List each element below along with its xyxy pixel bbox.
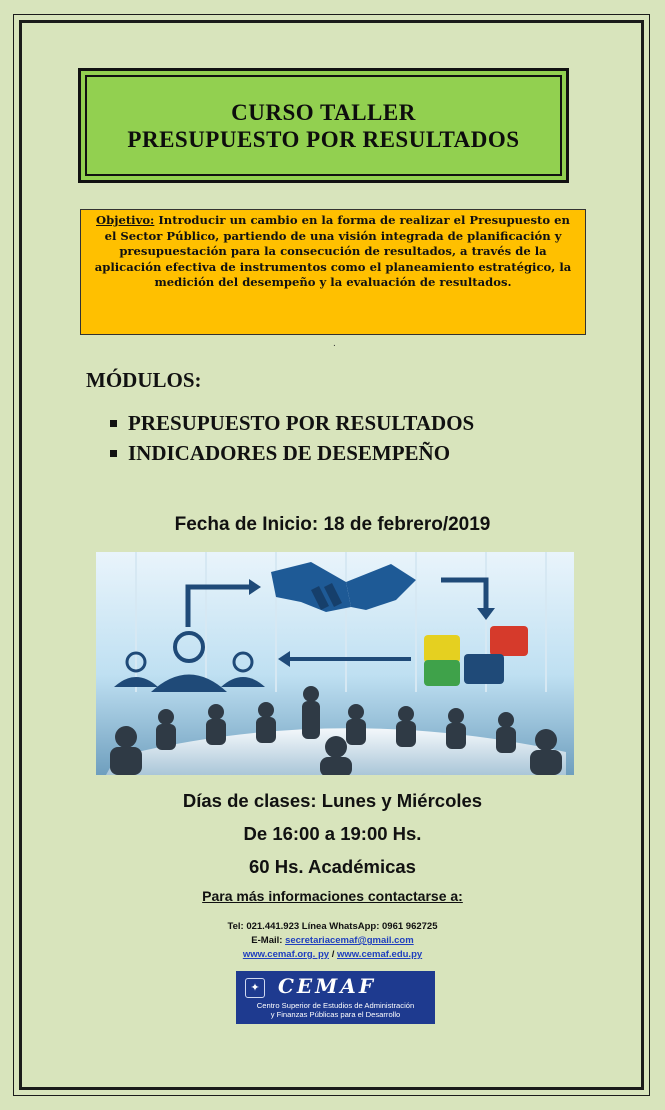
logo-wordmark: CEMAF bbox=[278, 974, 377, 998]
class-days: Días de clases: Lunes y Miércoles bbox=[182, 790, 483, 811]
business-meeting-illustration bbox=[96, 552, 574, 775]
contact-tel: Tel: 021.441.923 Línea WhatsApp: 0961 962725 bbox=[227, 921, 438, 932]
class-hours: De 16:00 a 19:00 Hs. bbox=[243, 823, 422, 844]
title-box bbox=[78, 68, 569, 183]
email-label: E-Mail: bbox=[251, 935, 286, 946]
cemaf-logo bbox=[236, 971, 435, 1024]
bullet-icon bbox=[110, 450, 117, 457]
website-link-edu[interactable]: www.cemaf.edu.py bbox=[336, 949, 423, 960]
module-item bbox=[110, 438, 474, 468]
objective-label: Objetivo: bbox=[96, 213, 155, 227]
modules-list bbox=[110, 408, 474, 468]
bullet-icon bbox=[110, 420, 117, 427]
module-label: PRESUPUESTO POR RESULTADOS bbox=[128, 410, 475, 435]
website-link-org[interactable]: www.cemaf.org. py bbox=[242, 949, 330, 960]
module-label: INDICADORES DE DESEMPEÑO bbox=[128, 440, 451, 465]
separator-dot: . bbox=[333, 338, 336, 349]
email-link[interactable]: secretariacemaf@gmail.com bbox=[285, 935, 414, 946]
web-separator: / bbox=[329, 949, 337, 960]
start-date: Fecha de Inicio: 18 de febrero/2019 bbox=[174, 514, 491, 535]
module-item bbox=[110, 408, 474, 438]
objective-box bbox=[80, 209, 586, 335]
logo-subtitle-line-2: y Finanzas Públicas para el Desarrollo bbox=[270, 1010, 401, 1019]
title-line-1: CURSO TALLER bbox=[231, 99, 416, 125]
contact-heading: Para más informaciones contactarse a: bbox=[202, 888, 463, 904]
logo-subtitle-line-1: Centro Superior de Estudios de Administración bbox=[256, 1001, 415, 1010]
contact-web-row bbox=[0, 949, 665, 960]
title-line-2: PRESUPUESTO POR RESULTADOS bbox=[127, 126, 520, 152]
objective-text: Introducir un cambio en la forma de realizar el Presupuesto en el Sector Público, partiendo de una visión integrada de planificación y presupuestación para la consecución de resultados, a través de la aplicación efectiva de instrumentos como el planeamiento estratégico, la medición del desempeño y la evaluación de resultados. bbox=[94, 213, 572, 289]
academic-hours: 60 Hs. Académicas bbox=[249, 856, 416, 877]
logo-subtitle bbox=[236, 1001, 435, 1019]
modules-heading: MÓDULOS: bbox=[86, 368, 202, 392]
emblem-icon: ✦ bbox=[245, 978, 265, 998]
contact-email-row bbox=[0, 935, 665, 946]
